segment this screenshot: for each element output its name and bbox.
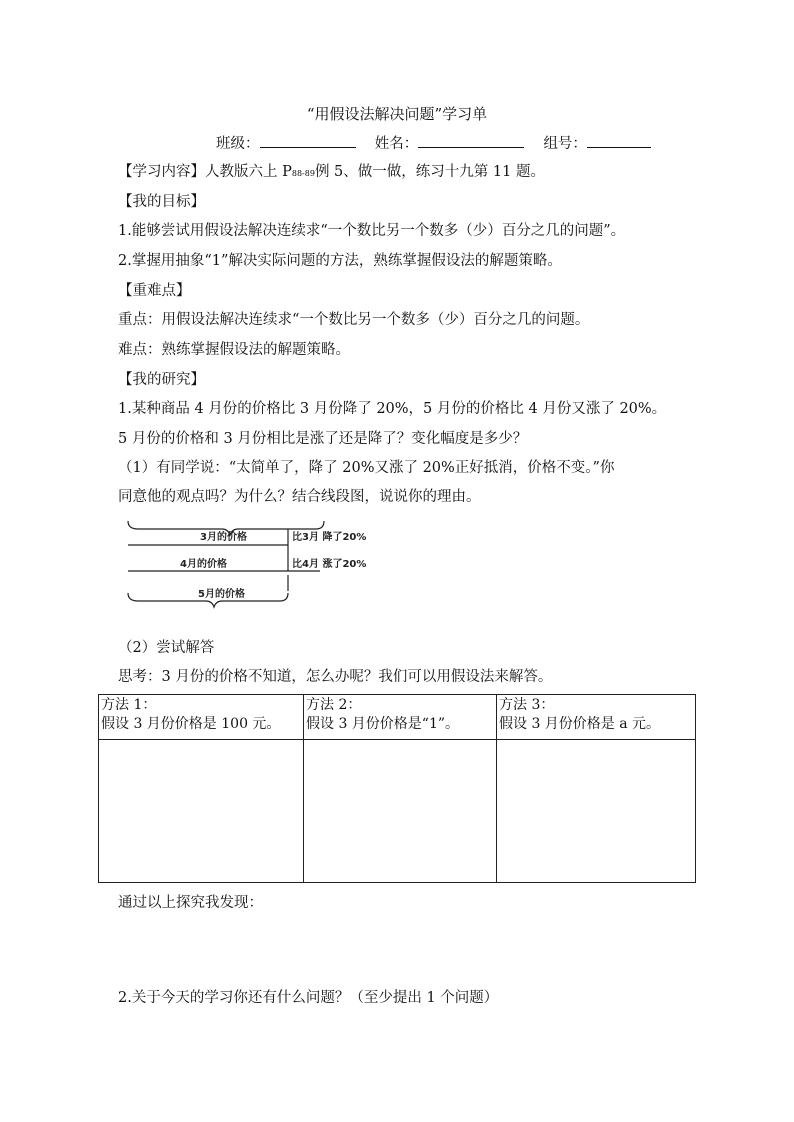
april-change-label: 比4月 涨了20%	[292, 559, 367, 570]
method-1-answer-cell[interactable]	[99, 740, 304, 883]
question2-label: （2）尝试解答	[118, 640, 215, 656]
method-2-assumption: 假设 3 月份价格是“1”。	[306, 716, 460, 732]
name-blank[interactable]	[418, 133, 524, 148]
method-3-assumption: 假设 3 月份价格是 a 元。	[499, 716, 661, 732]
problem-line-1: 1.某种商品 4 月份的价格比 3 月份降了 20%，5 月份的价格比 4 月份又涨了 20%。	[118, 401, 667, 417]
method-2-answer-cell[interactable]	[304, 740, 497, 883]
class-blank[interactable]	[260, 133, 356, 148]
focus-point: 重点：用假设法解决连续求“一个数比另一个数多（少）百分之几的问题。	[118, 312, 590, 328]
group-blank[interactable]	[587, 133, 651, 148]
content-line	[118, 162, 545, 184]
problem-line-2: 5 月份的价格和 3 月份相比是涨了还是降了？变化幅度是多少？	[118, 431, 528, 447]
group-label: 组号：	[543, 136, 587, 152]
class-label: 班级：	[216, 136, 260, 152]
method-2-header	[304, 695, 497, 740]
student-info-row	[216, 133, 651, 154]
question1-line-1: （1）有同学说：“太简单了，降了 20%又涨了 20%正好抵消，价格不变。”你	[118, 460, 615, 476]
method-2-name: 方法 2：	[306, 697, 362, 713]
method-3-header	[497, 695, 696, 740]
may-label: 5月的价格	[198, 589, 245, 600]
segment-diagram	[120, 515, 390, 615]
content-pages: 88-89	[291, 169, 315, 178]
difficulty-point: 难点：熟练掌握假设法的解题策略。	[118, 342, 350, 358]
methods-table	[98, 694, 696, 883]
research-label: 【我的研究】	[118, 372, 205, 388]
think-line: 思考：3 月份的价格不知道，怎么办呢？我们可以用假设法来解答。	[118, 669, 553, 685]
march-change-label: 比3月 降了20%	[292, 532, 367, 543]
goal-item-2: 2.掌握用抽象“1”解决实际问题的方法，熟练掌握假设法的解题策略。	[118, 253, 562, 269]
content-text-after: 例 5、做一做，练习十九第 11 题。	[314, 164, 545, 180]
question2-line: 2.关于今天的学习你还有什么问题？（至少提出 1 个问题）	[118, 990, 499, 1006]
method-3-name: 方法 3：	[499, 697, 555, 713]
key-points-label: 【重难点】	[118, 283, 191, 299]
page-title: “用假设法解决问题”学习单	[306, 105, 488, 123]
method-1-header	[99, 695, 304, 740]
methods-header-row	[99, 695, 696, 740]
method-3-answer-cell[interactable]	[497, 740, 696, 883]
content-label: 【学习内容】	[118, 164, 205, 180]
question1-line-2: 同意他的观点吗？为什么？结合线段图，说说你的理由。	[118, 489, 481, 505]
method-1-name: 方法 1：	[101, 697, 157, 713]
april-label: 4月的价格	[180, 559, 227, 570]
discovery-line: 通过以上探究我发现：	[118, 895, 263, 911]
name-label: 姓名：	[374, 136, 419, 152]
goals-label: 【我的目标】	[118, 194, 205, 210]
march-label: 3月的价格	[200, 532, 247, 543]
method-1-assumption: 假设 3 月份价格是 100 元。	[101, 716, 281, 732]
methods-answer-row	[99, 740, 696, 883]
content-text-before: 人教版六上 P	[205, 164, 292, 180]
goal-item-1: 1.能够尝试用假设法解决连续求“一个数比另一个数多（少）百分之几的问题”。	[118, 223, 626, 239]
